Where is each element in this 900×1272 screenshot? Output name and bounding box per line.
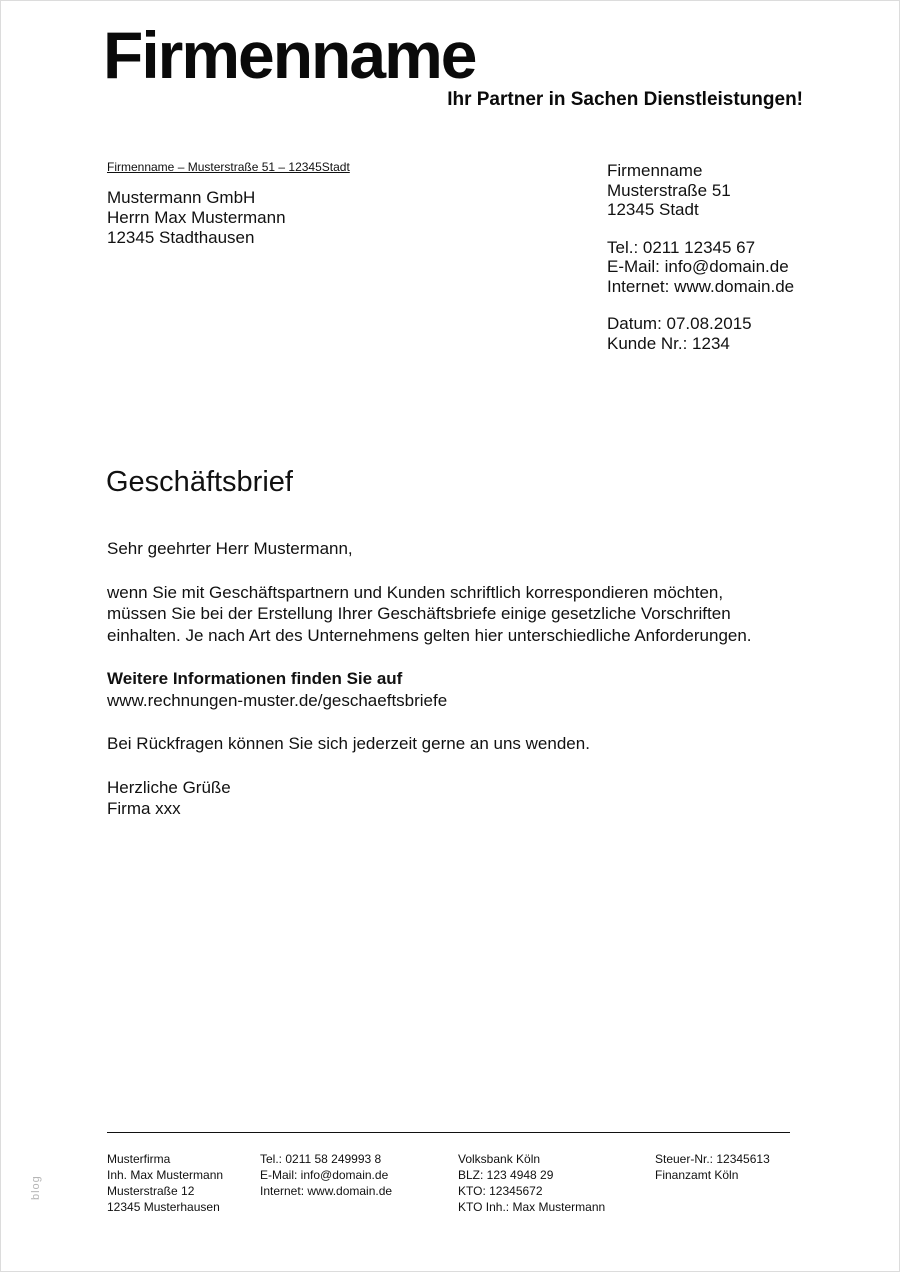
footer-company-column [107, 1151, 260, 1215]
sender-address-line: Firmenname [607, 161, 703, 180]
footer [107, 1151, 827, 1215]
footer-line: Musterstraße 12 [107, 1184, 195, 1198]
footer-contact-column [260, 1151, 458, 1215]
footer-line: Finanzamt Köln [655, 1168, 739, 1182]
customer-number: Kunde Nr.: 1234 [607, 333, 730, 353]
footer-line: Musterfirma [107, 1152, 171, 1166]
sender-address-line: 12345 Stadt [607, 200, 699, 219]
footer-line: Inh. Max Mustermann [107, 1168, 224, 1182]
footer-line: KTO: 12345672 [458, 1184, 543, 1198]
body-paragraph: wenn Sie mit Geschäftspartnern und Kunden schriftlich korrespondieren möchten, müssen Sie bei der Erstellung Ihrer Geschäftsbriefe einige gesetzliche Vorschriften einhalten. Je nach Art des Unternehmens gelten hier unterschiedliche Anforderungen. [107, 582, 752, 645]
sender-phone: Tel.: 0211 12345 67 [607, 237, 756, 257]
letter-body [107, 538, 779, 820]
footer-line: 12345 Musterhausen [107, 1200, 220, 1214]
watermark-text: blog [30, 1175, 42, 1200]
recipient-line: 12345 Stadthausen [107, 228, 255, 247]
sender-contact-group [607, 238, 794, 297]
footer-line: Steuer-Nr.: 12345613 [655, 1152, 770, 1166]
recipient-line: Herrn Max Mustermann [107, 208, 286, 227]
info-heading: Weitere Informationen finden Sie auf [107, 669, 403, 688]
footer-line: Volksbank Köln [458, 1152, 541, 1166]
footer-bank-column [458, 1151, 655, 1215]
sender-website: Internet: www.domain.de [607, 276, 795, 296]
footer-line: Internet: www.domain.de [260, 1184, 393, 1198]
footer-tax-column [655, 1151, 815, 1215]
signature: Firma xxx [107, 799, 181, 818]
letter-meta-group [607, 314, 794, 353]
salutation: Sehr geehrter Herr Mustermann, [107, 539, 353, 558]
info-url: www.rechnungen-muster.de/geschaeftsbriefe [107, 690, 448, 710]
footer-line: Tel.: 0211 58 249993 8 [260, 1152, 382, 1166]
sender-email: E-Mail: info@domain.de [607, 257, 789, 276]
sender-return-address: Firmenname – Musterstraße 51 – 12345Stadt [107, 160, 350, 174]
sender-address-group [607, 161, 794, 220]
footer-line: E-Mail: info@domain.de [260, 1168, 389, 1182]
recipient-line: Mustermann GmbH [107, 188, 256, 207]
sender-info-block [607, 161, 794, 371]
footer-divider [107, 1132, 790, 1133]
letter-subject: Geschäftsbrief [106, 466, 293, 498]
company-logo-title: Firmenname [103, 18, 476, 92]
letter-date: Datum: 07.08.2015 [607, 314, 752, 333]
footer-line: BLZ: 123 4948 29 [458, 1168, 554, 1182]
closing: Herzliche Grüße [107, 777, 231, 797]
sender-address-line: Musterstraße 51 [607, 180, 731, 200]
footer-line: KTO Inh.: Max Mustermann [458, 1200, 606, 1214]
body-paragraph: Bei Rückfragen können Sie sich jederzeit gerne an uns wenden. [107, 734, 590, 753]
company-tagline: Ihr Partner in Sachen Dienstleistungen! [447, 89, 803, 110]
recipient-address-block [107, 188, 286, 248]
